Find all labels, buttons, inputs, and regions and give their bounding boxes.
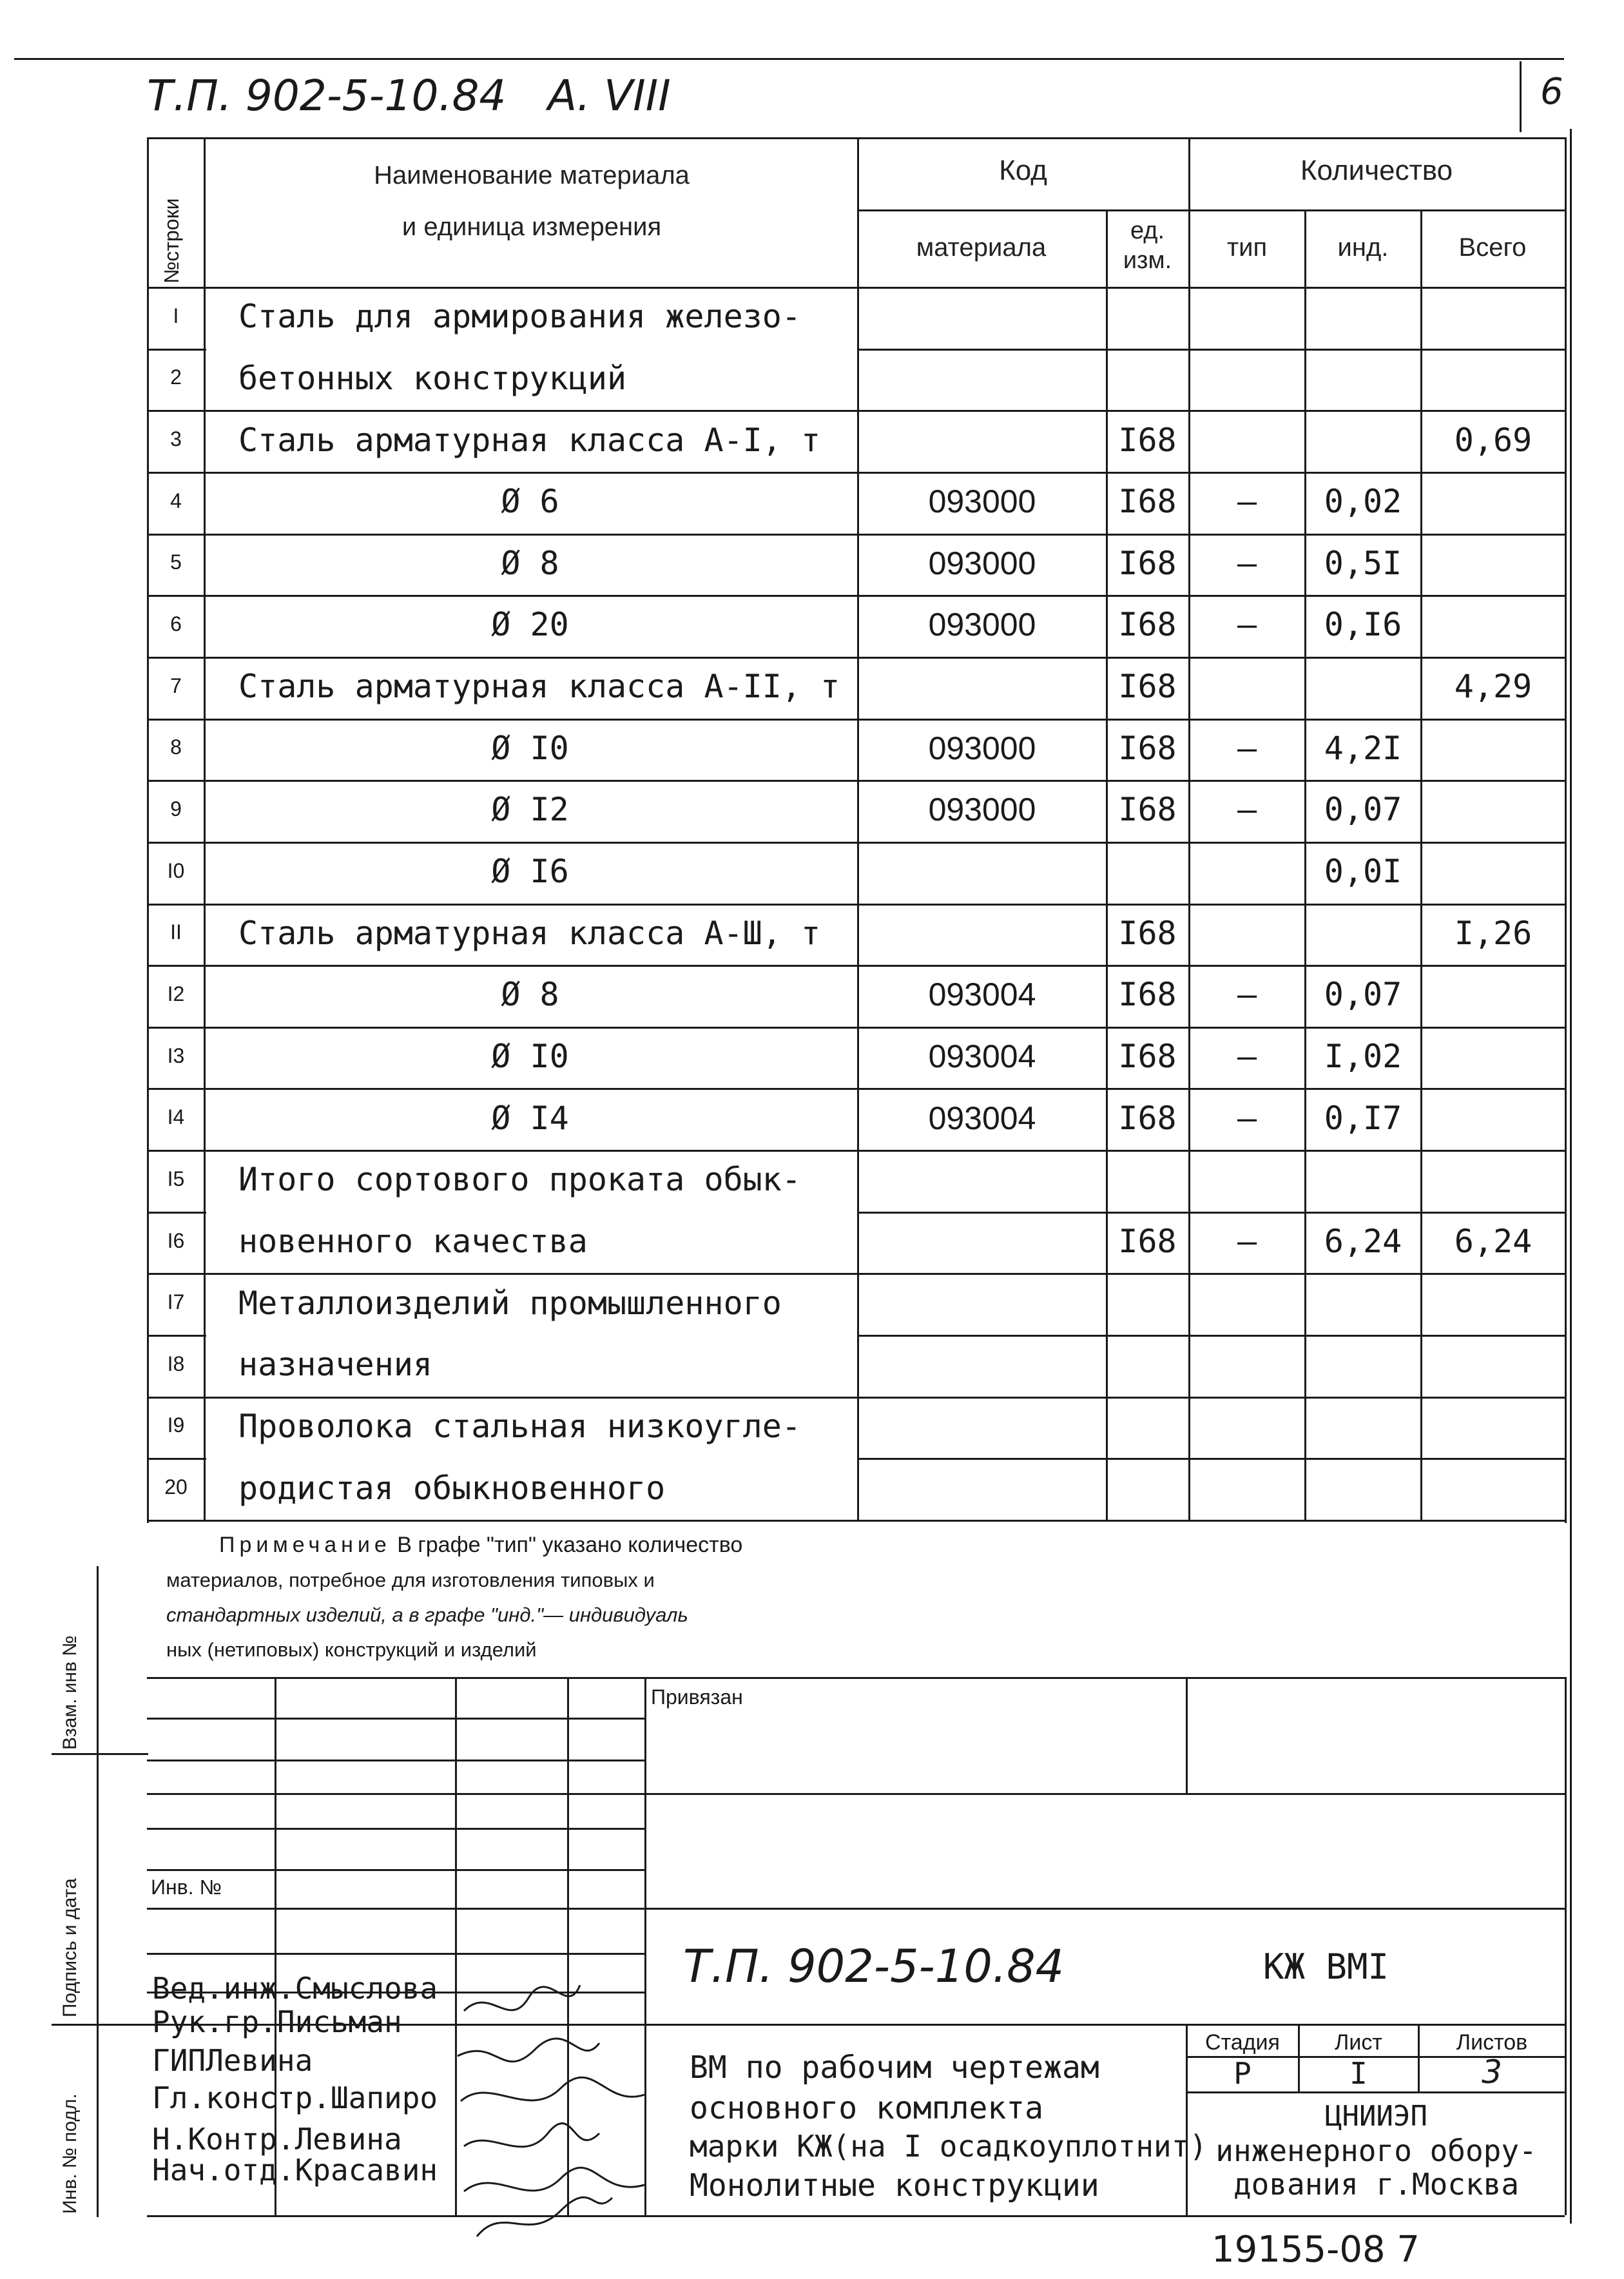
row-divider: [147, 657, 1565, 659]
cell-n: I7: [167, 1290, 185, 1314]
org-line2: инженерного обору-: [1215, 2133, 1537, 2168]
cell-code: 093000: [928, 483, 1036, 520]
org-line1: ЦНИИЭП: [1325, 2100, 1427, 2133]
signer-name: Шапиро: [330, 2080, 438, 2115]
cell-name: Ø I2: [491, 791, 569, 829]
code-material-header: материала: [916, 233, 1047, 262]
cell-n: I3: [167, 1043, 185, 1067]
cell-n: 9: [170, 797, 182, 820]
right-margin-line: [1570, 129, 1572, 2224]
row-divider: [857, 349, 1566, 351]
signer-row: [152, 2080, 438, 2115]
signer-row: [152, 2004, 402, 2039]
org-line3: дования г.Москва: [1233, 2167, 1520, 2202]
cell-unit: I68: [1118, 1099, 1177, 1137]
stamp-h11: [1186, 2091, 1565, 2093]
cell-unit: I68: [1118, 976, 1177, 1014]
rowno-col-line: [204, 137, 206, 1520]
row-divider: [147, 472, 1565, 474]
sheets-label: Листов: [1456, 2030, 1528, 2055]
cell-type: –: [1237, 1099, 1257, 1137]
unit-col-line: [1106, 209, 1108, 1520]
cell-n: 5: [170, 550, 182, 574]
cell-type: –: [1237, 976, 1257, 1014]
cell-name: Ø I6: [491, 853, 569, 891]
page-number-box-left: [1520, 61, 1522, 132]
row-divider: [147, 719, 1565, 721]
cell-ind: 0,I6: [1324, 606, 1402, 644]
cell-ind: 0,07: [1324, 791, 1402, 829]
cell-name: Сталь арматурная класса А-II, т: [238, 668, 840, 706]
row-divider: [147, 1273, 1565, 1275]
signer-role: Гл.констр.: [152, 2080, 331, 2115]
cell-ind: 6,24: [1324, 1222, 1402, 1260]
note-label: Примечание: [219, 1533, 391, 1557]
row-divider: [857, 1212, 1566, 1214]
name-header-line1: Наименование материала: [374, 161, 690, 189]
privyazan-label: Привязан: [651, 1685, 743, 1709]
side-label-vzam: Взам. инв №: [59, 1635, 81, 1750]
title-line1: ВМ по рабочим чертежам: [690, 2050, 1099, 2086]
cell-ind: 0,5I: [1324, 544, 1402, 582]
footer-number: 19155-08 7: [1212, 2229, 1420, 2271]
title-line4: Монолитные конструкции: [690, 2167, 1099, 2204]
cell-type: –: [1237, 483, 1257, 521]
signer-name: Левина: [206, 2043, 313, 2078]
code-header: Код: [999, 155, 1047, 186]
row-divider: [857, 1335, 1566, 1337]
row-divider: [147, 965, 1565, 967]
stamp-h3: [147, 1793, 1565, 1795]
cell-code: 093000: [928, 545, 1036, 581]
row-divider: [147, 1088, 1565, 1090]
cell-unit: I68: [1118, 1038, 1177, 1076]
header-bottom-border: [147, 287, 1565, 289]
cell-ind: 0,02: [1324, 483, 1402, 521]
note-line1: [219, 1533, 742, 1558]
cell-n: I0: [167, 858, 185, 882]
cell-name: бетонных конструкций: [238, 359, 627, 397]
row-divider: [147, 534, 1565, 536]
cell-n: I: [173, 304, 179, 327]
side-strip-line: [97, 1566, 99, 2217]
qty-ind-header: инд.: [1337, 233, 1389, 262]
cell-unit: I68: [1118, 1222, 1177, 1260]
signer-name: Смыслова: [295, 1971, 438, 2006]
cell-name: Ø I4: [491, 1099, 569, 1137]
cell-unit: I68: [1118, 791, 1177, 829]
cell-name: родистая обыкновенного: [238, 1469, 666, 1507]
cell-type: –: [1237, 606, 1257, 644]
stamp-h7: [147, 1953, 644, 1955]
inv-no-label: Инв. №: [151, 1876, 222, 1899]
stamp-h1: [147, 1718, 644, 1720]
stamp-h12: [147, 2215, 1565, 2217]
signer-name: Письман: [276, 2004, 402, 2039]
cell-name: новенного качества: [238, 1222, 588, 1260]
cell-type: –: [1237, 1038, 1257, 1076]
cell-n: 6: [170, 612, 182, 636]
signer-row: [152, 2043, 313, 2078]
cell-name: Итого сортового проката обык-: [238, 1161, 801, 1199]
cell-name: Сталь арматурная класса А-Ш, т: [238, 914, 821, 952]
signatures-scribble: [451, 1972, 657, 2243]
cell-unit: I68: [1118, 729, 1177, 767]
side-strip-h2: [52, 2024, 148, 2026]
row-divider: [147, 595, 1565, 597]
row-divider: [147, 410, 1565, 412]
code-qty-col-line: [1188, 137, 1190, 1520]
cell-ind: 0,07: [1324, 976, 1402, 1014]
row-divider: [147, 1150, 1565, 1152]
cell-name: Ø I0: [491, 729, 569, 767]
side-label-podpis: Подпись и дата: [59, 1878, 81, 2017]
cell-total: 0,69: [1454, 421, 1532, 459]
cell-n: 2: [170, 365, 182, 389]
cell-n: 3: [170, 427, 182, 451]
cell-ind: 0,I7: [1324, 1099, 1402, 1137]
cell-name: назначения: [238, 1346, 433, 1384]
cell-code: 093004: [928, 976, 1036, 1013]
signer-role: ГИП: [152, 2043, 206, 2078]
row-divider: [147, 1397, 1565, 1399]
cell-name: Проволока стальная низкоугле-: [238, 1407, 801, 1445]
cell-name: Ø 6: [501, 483, 559, 521]
name-header-line2: и единица измерения: [401, 213, 662, 241]
table-top-border: [147, 137, 1565, 139]
cell-total: 4,29: [1454, 668, 1532, 706]
qty-type-header: тип: [1226, 233, 1268, 262]
cell-total: I,26: [1454, 914, 1532, 952]
note-line2: материалов, потребное для изготовления типовых и: [166, 1569, 655, 1591]
signer-name: Левина: [295, 2122, 402, 2157]
cell-type: –: [1237, 1222, 1257, 1260]
stamp-h5: [147, 1869, 644, 1871]
header-sub-line: [857, 209, 1565, 211]
title-line2: основного комплекта: [690, 2090, 1044, 2126]
name-col-line: [857, 137, 859, 1520]
cell-n: 20: [164, 1475, 188, 1499]
cell-code: 093000: [928, 791, 1036, 828]
cell-code: 093000: [928, 606, 1036, 643]
cell-code: 093000: [928, 730, 1036, 766]
cell-ind: I,02: [1324, 1038, 1402, 1076]
cell-type: –: [1237, 729, 1257, 767]
cell-name: Сталь арматурная класса А-I, т: [238, 421, 821, 459]
stage-label: Стадия: [1205, 2030, 1280, 2055]
top-rule: [14, 58, 1564, 60]
cell-unit: I68: [1118, 483, 1177, 521]
code-unit-header: ед. изм.: [1123, 217, 1172, 274]
cell-n: 7: [170, 674, 182, 697]
signer-role: Нач.отд.: [152, 2153, 295, 2187]
cell-n: 4: [170, 489, 182, 512]
row-divider: [857, 1458, 1566, 1460]
stamp-col-e: [1186, 1677, 1188, 1793]
side-strip-h1: [52, 1753, 148, 1755]
sheet-value: I: [1349, 2056, 1368, 2091]
cell-n: I4: [167, 1105, 185, 1129]
row-divider: [147, 842, 1565, 844]
stamp-mark: КЖ ВМI: [1263, 1946, 1389, 1987]
cell-n: II: [170, 920, 182, 944]
cell-n: I6: [167, 1228, 185, 1252]
cell-name: Металлоизделий промышленного: [238, 1284, 782, 1322]
cell-name: Сталь для армирования железо-: [238, 298, 801, 336]
signer-role: Н.Контр.: [152, 2122, 295, 2157]
sheet-label: Лист: [1335, 2030, 1382, 2055]
qty-total-header: Всего: [1458, 233, 1527, 262]
cell-name: Ø 8: [501, 544, 559, 582]
cell-name: Ø 8: [501, 976, 559, 1014]
cell-type: –: [1237, 791, 1257, 829]
row-divider: [147, 349, 206, 351]
row-divider: [147, 1458, 206, 1460]
page-number: 6: [1540, 71, 1563, 113]
side-label-inv-podl: Инв. № подл.: [59, 2093, 81, 2214]
note-top-border: [147, 1520, 1565, 1522]
cell-type: –: [1237, 544, 1257, 582]
stage-value: Р: [1233, 2056, 1252, 2091]
row-divider: [147, 904, 1565, 906]
stamp-doc-code: Т.П. 902-5-10.84: [683, 1940, 1065, 1993]
cell-code: 093004: [928, 1100, 1036, 1136]
stamp-h6: [147, 1908, 1565, 1910]
cell-n: 8: [170, 735, 182, 759]
cell-n: I9: [167, 1413, 185, 1437]
stamp-h4: [147, 1828, 644, 1830]
cell-n: I8: [167, 1352, 185, 1375]
cell-n: I2: [167, 982, 185, 1005]
row-divider: [147, 1335, 206, 1337]
cell-ind: 0,0I: [1324, 853, 1402, 891]
cell-total: 6,24: [1454, 1222, 1532, 1260]
cell-unit: I68: [1118, 421, 1177, 459]
cell-name: Ø 20: [491, 606, 569, 644]
quantity-header: Количество: [1300, 155, 1453, 186]
note-bottom-border: [147, 1677, 1565, 1679]
cell-unit: I68: [1118, 606, 1177, 644]
note-line3: стандартных изделий, а в графе "инд."— индивидуаль: [166, 1604, 688, 1626]
cell-ind: 4,2I: [1324, 729, 1402, 767]
signer-row: [152, 1971, 438, 2006]
signer-role: Рук.гр.: [152, 2004, 277, 2039]
table-right-border: [1565, 137, 1567, 1523]
signer-row: [152, 2122, 402, 2157]
doc-code-header: Т.П. 902-5-10.84: [147, 71, 507, 121]
note-line4: ных (нетиповых) конструкций и изделий: [166, 1638, 537, 1661]
album-number: А. VIII: [548, 71, 671, 121]
title-line3: марки КЖ(на I осадкоуплотнит): [690, 2129, 1208, 2164]
sheets-value: 3: [1482, 2053, 1502, 2091]
stamp-h2: [147, 1760, 644, 1761]
cell-code: 093004: [928, 1038, 1036, 1075]
signer-name: Красавин: [295, 2153, 438, 2187]
row-divider: [147, 780, 1565, 782]
row-divider: [147, 1212, 206, 1214]
signer-row: [152, 2153, 438, 2187]
cell-unit: I68: [1118, 544, 1177, 582]
signer-role: Вед.инж.: [152, 1971, 295, 2006]
row-divider: [147, 1027, 1565, 1029]
stamp-right-border: [1565, 1677, 1567, 2215]
row-number-header: №строки: [160, 198, 183, 284]
cell-n: I5: [167, 1167, 185, 1190]
cell-unit: I68: [1118, 668, 1177, 706]
ind-col-line: [1420, 209, 1422, 1520]
note-line1-text: В графе "тип" указано количество: [397, 1533, 743, 1557]
cell-name: Ø I0: [491, 1038, 569, 1076]
table-left-border: [147, 137, 149, 1523]
cell-unit: I68: [1118, 914, 1177, 952]
